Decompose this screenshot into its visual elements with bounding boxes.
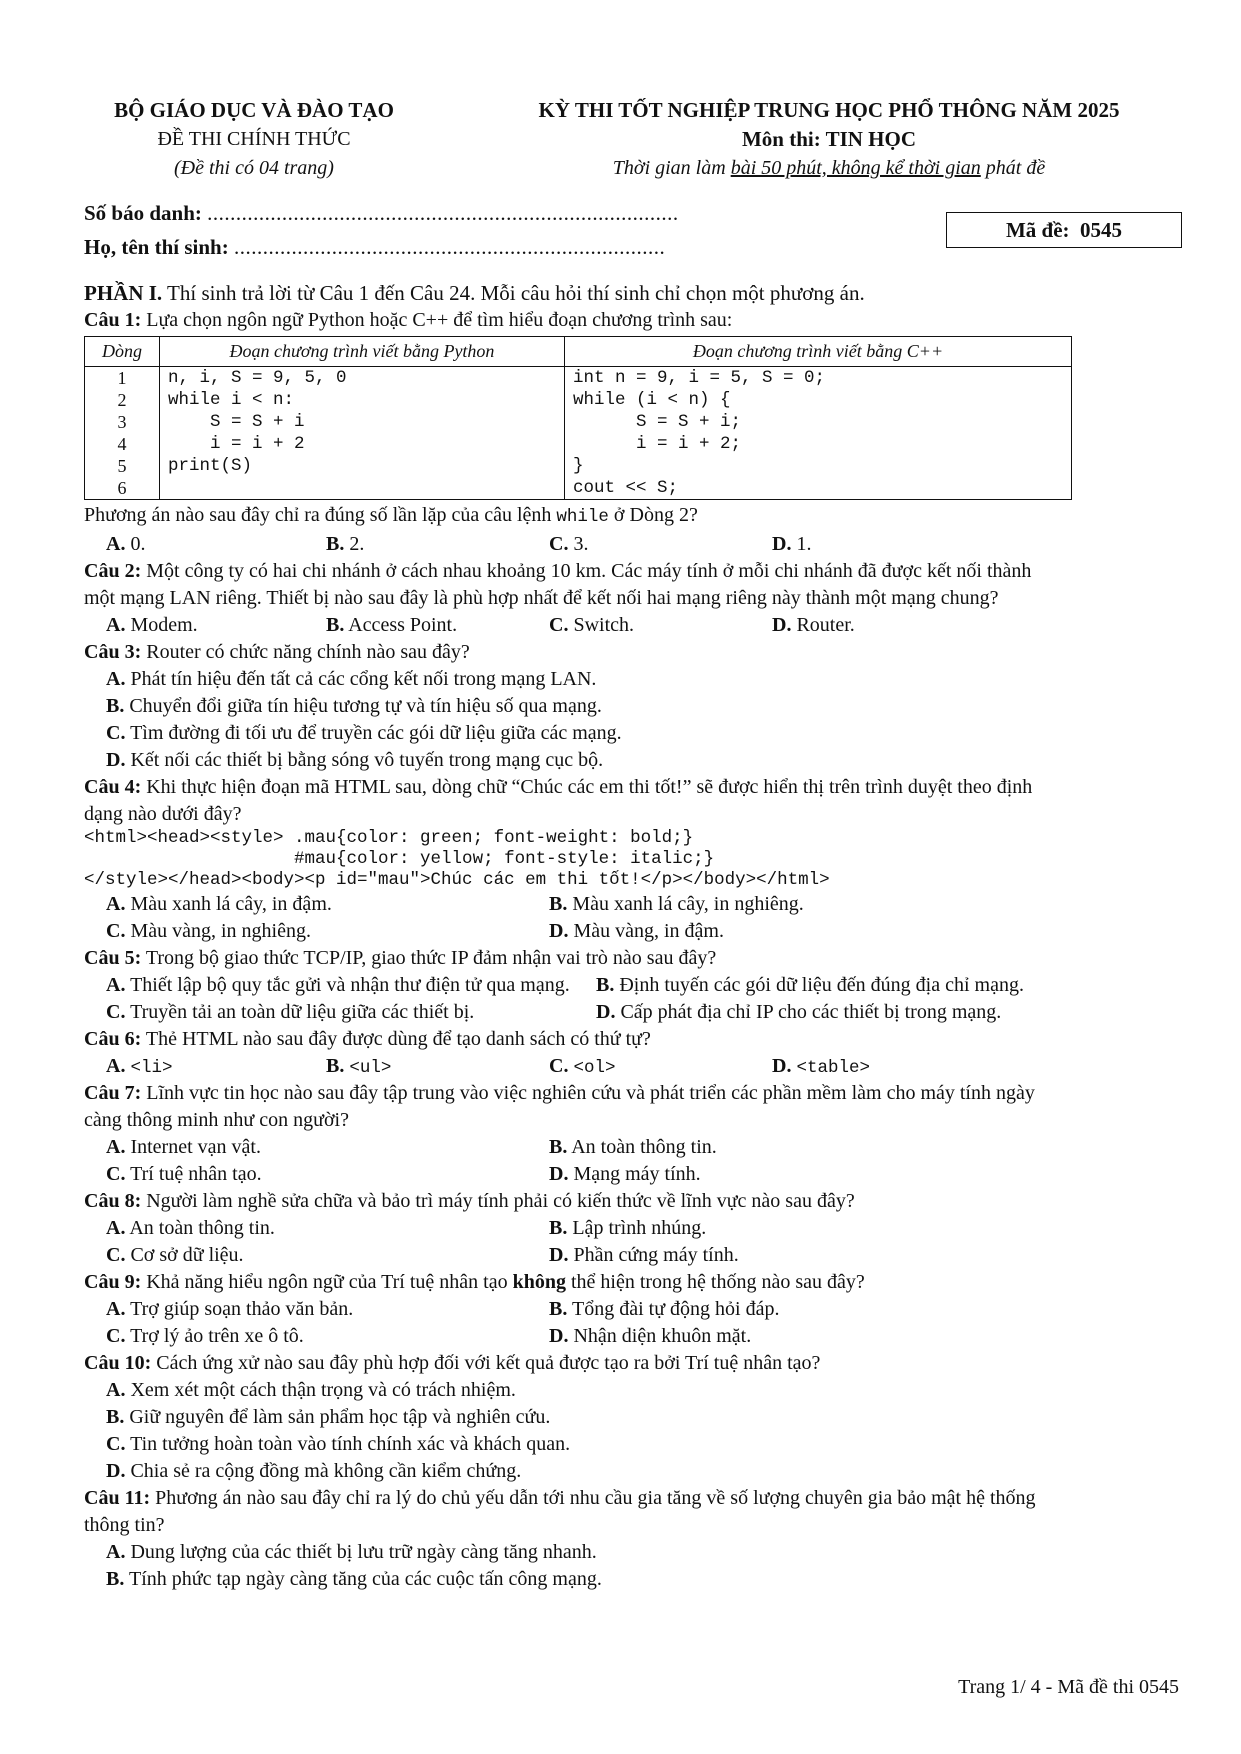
name-line (84, 234, 665, 261)
column-header-cpp: Đoạn chương trình viết bằng C++ (565, 337, 1072, 367)
python-code (160, 367, 565, 500)
options-row (106, 1296, 1184, 1323)
subject-title: Môn thi: TIN HỌC (741, 127, 917, 151)
column-header-python: Đoạn chương trình viết bằng Python (160, 337, 565, 367)
cpp-line: S = S + i; (573, 412, 742, 432)
option-text: Phần cứng máy tính. (568, 1244, 739, 1266)
part-1-label: PHẦN I. (84, 281, 163, 305)
question-number: Câu 1: (84, 309, 142, 331)
inline-code: while (556, 507, 609, 527)
option-text: <ul> (349, 1058, 392, 1078)
option-text: Màu xanh lá cây, in nghiêng. (567, 893, 804, 915)
option-text: Màu vàng, in đậm. (568, 920, 724, 942)
question-number: Câu 8: (84, 1190, 142, 1212)
option-letter: A. (106, 1379, 126, 1401)
option-a[interactable] (106, 1134, 261, 1161)
option-text: Lập trình nhúng. (567, 1217, 707, 1239)
option-d[interactable] (549, 1323, 751, 1350)
option-letter: C. (106, 722, 126, 744)
options-row (106, 1134, 1184, 1161)
option-d[interactable] (549, 1161, 701, 1188)
option-letter: C. (106, 1244, 126, 1266)
question-text: thể hiện trong hệ thống nào sau đây? (565, 1271, 865, 1293)
code-line: #mau{color: yellow; font-style: italic;} (84, 849, 715, 869)
code-line: </style></head><body><p id="mau">Chúc các em thi tốt!</p></body></html> (84, 870, 830, 890)
option-text: Trợ lý ảo trên xe ô tô. (125, 1325, 304, 1347)
option-text: Cơ sở dữ liệu. (125, 1244, 244, 1266)
line-number: 2 (117, 390, 127, 410)
cpp-line: } (573, 456, 584, 476)
option-b[interactable] (106, 693, 1184, 720)
question-number: Câu 7: (84, 1082, 142, 1104)
question-text: Lĩnh vực tin học nào sau đây tập trung vào việc nghiên cứu và phát triển các phần mềm làm cho máy tính ngày (141, 1082, 1035, 1104)
option-text: Thiết lập bộ quy tắc gửi và nhận thư điện tử qua mạng. (125, 974, 570, 996)
option-d[interactable] (772, 612, 855, 639)
line-number: 1 (117, 368, 127, 388)
option-letter: B. (549, 893, 568, 915)
option-letter: C. (106, 1433, 126, 1455)
python-line: while i < n: (168, 390, 295, 410)
option-text: Xem xét một cách thận trọng và có trách nhiệm. (125, 1379, 516, 1401)
options-row (106, 531, 1184, 558)
option-text: Màu xanh lá cây, in đậm. (125, 893, 332, 915)
code-table-header (85, 337, 1072, 367)
options-row (106, 1053, 1184, 1080)
question-text: Người làm nghề sửa chữa và bảo trì máy tính phải có kiến thức về lĩnh vực nào sau đây? (141, 1190, 855, 1212)
option-letter: D. (772, 614, 792, 636)
option-letter: C. (106, 920, 126, 942)
option-text: Access Point. (344, 614, 458, 636)
page-footer: Trang 1/ 4 - Mã đề thi 0545 (958, 1676, 1179, 1698)
option-d[interactable] (106, 747, 1184, 774)
option-letter: A. (106, 668, 126, 690)
question-stem (84, 307, 1184, 334)
question-stem (84, 1188, 1184, 1215)
exam-page (84, 96, 1184, 1593)
question-10 (84, 1350, 1184, 1485)
option-b[interactable] (549, 1134, 717, 1161)
option-b[interactable] (106, 1404, 1184, 1431)
question-1 (84, 307, 1184, 558)
option-letter: D. (549, 1163, 569, 1185)
option-letter: C. (549, 533, 569, 555)
python-line (168, 477, 556, 499)
option-b[interactable] (326, 531, 364, 558)
option-a[interactable] (106, 891, 332, 918)
option-c[interactable] (549, 531, 588, 558)
option-a[interactable] (106, 1215, 275, 1242)
option-letter: C. (549, 614, 569, 636)
name-dots: ........................................................................... (233, 235, 666, 259)
option-letter: B. (326, 1055, 345, 1077)
options-row (106, 1242, 1184, 1269)
option-letter: C. (106, 1325, 126, 1347)
options-row (106, 972, 1184, 999)
option-letter: D. (106, 1460, 126, 1482)
option-b[interactable] (106, 1566, 1184, 1593)
question-text: Một công ty có hai chi nhánh ở cách nhau khoảng 10 km. Các máy tính ở mỗi chi nhánh đã được kết nối thành (141, 560, 1032, 582)
question-stem (84, 1026, 1184, 1053)
option-text: Switch. (568, 614, 635, 636)
option-text: Modem. (125, 614, 198, 636)
option-letter: D. (596, 1001, 616, 1023)
option-letter: B. (549, 1136, 568, 1158)
option-letter: A. (106, 1055, 126, 1077)
option-letter: A. (106, 533, 126, 555)
python-line: S = S + i (168, 412, 305, 432)
option-d[interactable] (596, 999, 1001, 1026)
option-d[interactable] (549, 918, 724, 945)
option-c[interactable] (106, 1323, 304, 1350)
option-a[interactable] (106, 1296, 353, 1323)
option-b[interactable] (326, 1053, 391, 1082)
option-text: Nhận diện khuôn mặt. (568, 1325, 752, 1347)
question-11 (84, 1485, 1184, 1593)
options-row (106, 612, 1184, 639)
header-right (499, 96, 1159, 183)
option-a[interactable] (106, 1539, 1184, 1566)
html-code-block (84, 828, 1184, 891)
cpp-code (565, 367, 1072, 500)
option-letter: B. (596, 974, 615, 996)
question-number: Câu 5: (84, 947, 142, 969)
question-number: Câu 11: (84, 1487, 151, 1509)
option-letter: A. (106, 893, 126, 915)
option-letter: B. (106, 695, 125, 717)
option-text: Tính phức tạp ngày càng tăng của các cuộc tấn công mạng. (124, 1568, 602, 1590)
option-letter: B. (326, 614, 345, 636)
cpp-line: cout << S; (573, 478, 679, 498)
code-line: <html><head><style> .mau{color: green; font-weight: bold;} (84, 828, 694, 848)
option-text: 3. (568, 533, 589, 555)
question-followup (84, 502, 1184, 531)
option-text: Tin tưởng hoàn toàn vào tính chính xác và khách quan. (125, 1433, 571, 1455)
option-d[interactable] (772, 1053, 870, 1082)
question-3 (84, 639, 1184, 774)
question-stem (84, 1080, 1184, 1107)
option-text: Kết nối các thiết bị bằng sóng vô tuyến trong mạng cục bộ. (125, 749, 604, 771)
header-left (84, 96, 424, 183)
ministry-name: BỘ GIÁO DỤC VÀ ĐÀO TẠO (114, 98, 394, 122)
option-text: Tổng đài tự động hỏi đáp. (567, 1298, 780, 1320)
option-text: <table> (796, 1058, 870, 1078)
cpp-line: while (i < n) { (573, 390, 731, 410)
option-letter: C. (549, 1055, 569, 1077)
question-number: Câu 2: (84, 560, 142, 582)
question-stem (84, 558, 1184, 585)
question-text: Router có chức năng chính nào sau đây? (141, 641, 470, 663)
option-text: Mạng máy tính. (568, 1163, 701, 1185)
question-stem (84, 1269, 1184, 1296)
question-6 (84, 1026, 1184, 1080)
line-number: 4 (117, 434, 127, 454)
option-b[interactable] (549, 1296, 779, 1323)
option-text: Truyền tải an toàn dữ liệu giữa các thiết bị. (125, 1001, 475, 1023)
option-text: 2. (344, 533, 365, 555)
option-letter: A. (106, 614, 126, 636)
question-4 (84, 774, 1184, 945)
options-row (106, 891, 1184, 918)
option-text: Cấp phát địa chỉ IP cho các thiết bị trong mạng. (615, 1001, 1002, 1023)
option-letter: A. (106, 974, 126, 996)
option-letter: A. (106, 1298, 126, 1320)
cpp-line: i = i + 2; (573, 434, 742, 454)
ma-de-box (946, 212, 1182, 248)
question-stem (84, 774, 1184, 801)
code-table (84, 336, 1072, 500)
pages-note: (Đề thi có 04 trang) (174, 157, 334, 179)
question-stem (84, 1350, 1184, 1377)
question-text: ở Dòng 2? (608, 504, 698, 526)
options-row (106, 1215, 1184, 1242)
question-text: Khi thực hiện đoạn mã HTML sau, dòng chữ “Chúc các em thi tốt!” sẽ được hiển thị trên trình duyệt theo định (141, 776, 1033, 798)
option-letter: A. (106, 1541, 126, 1563)
option-letter: D. (549, 1325, 569, 1347)
option-text: Router. (791, 614, 855, 636)
question-2 (84, 558, 1184, 639)
emphasis: không (512, 1271, 566, 1293)
ma-de-value: 0545 (1080, 218, 1123, 242)
code-table-body (85, 367, 1072, 500)
option-text: 1. (791, 533, 812, 555)
python-line: n, i, S = 9, 5, 0 (168, 368, 347, 388)
options-row (106, 918, 1184, 945)
option-a[interactable] (106, 531, 145, 558)
question-stem-cont: thông tin? (84, 1514, 165, 1536)
question-text: Thẻ HTML nào sau đây được dùng để tạo danh sách có thứ tự? (141, 1028, 651, 1050)
option-a[interactable] (106, 666, 1184, 693)
column-header-line: Dòng (85, 337, 160, 367)
cpp-line: int n = 9, i = 5, S = 0; (573, 368, 826, 388)
time-note (499, 154, 1159, 183)
option-c[interactable] (549, 612, 634, 639)
option-text: Trí tuệ nhân tạo. (125, 1163, 262, 1185)
line-numbers (85, 367, 160, 500)
official-label: ĐỀ THI CHÍNH THỨC (157, 128, 351, 150)
option-d[interactable] (549, 1242, 739, 1269)
option-d[interactable] (772, 531, 811, 558)
name-label: Họ, tên thí sinh: (84, 235, 229, 259)
part-1-instruction: Thí sinh trả lời từ Câu 1 đến Câu 24. Mỗi câu hỏi thí sinh chỉ chọn một phương án. (162, 281, 865, 305)
option-a[interactable] (106, 612, 198, 639)
option-letter: D. (549, 1244, 569, 1266)
option-text: Internet vạn vật. (125, 1136, 261, 1158)
option-text: An toàn thông tin. (125, 1217, 275, 1239)
sbd-label: Số báo danh: (84, 201, 202, 225)
option-text: 0. (125, 533, 146, 555)
option-c[interactable] (106, 1242, 244, 1269)
option-letter: D. (772, 1055, 792, 1077)
option-letter: B. (549, 1217, 568, 1239)
option-text: Màu vàng, in nghiêng. (125, 920, 311, 942)
ma-de-label: Mã đề: (1005, 218, 1070, 242)
question-text: Cách ứng xử nào sau đây phù hợp đối với kết quả được tạo ra bởi Trí tuệ nhân tạo? (151, 1352, 821, 1374)
question-number: Câu 6: (84, 1028, 142, 1050)
option-c[interactable] (106, 999, 474, 1026)
option-text: Giữ nguyên để làm sản phẩm học tập và nghiên cứu. (124, 1406, 551, 1428)
option-c[interactable] (106, 918, 311, 945)
option-letter: D. (772, 533, 792, 555)
option-a[interactable] (106, 1377, 1184, 1404)
python-line: i = i + 2 (168, 434, 305, 454)
option-letter: D. (106, 749, 126, 771)
option-letter: C. (106, 1001, 126, 1023)
python-line: print(S) (168, 456, 253, 476)
option-text: Dung lượng của các thiết bị lưu trữ ngày càng tăng nhanh. (125, 1541, 597, 1563)
option-text: Chuyển đổi giữa tín hiệu tương tự và tín hiệu số qua mạng. (124, 695, 602, 717)
line-number: 5 (117, 456, 127, 476)
option-letter: B. (549, 1298, 568, 1320)
candidate-info (84, 200, 1184, 276)
option-letter: B. (106, 1568, 125, 1590)
option-text: Tìm đường đi tối ưu để truyền các gói dữ liệu giữa các mạng. (125, 722, 622, 744)
option-b[interactable] (326, 612, 457, 639)
option-c[interactable] (549, 1053, 615, 1082)
option-letter: B. (106, 1406, 125, 1428)
question-stem (84, 1485, 1184, 1512)
option-b[interactable] (549, 1215, 706, 1242)
option-c[interactable] (106, 720, 1184, 747)
question-number: Câu 9: (84, 1271, 142, 1293)
option-b[interactable] (596, 972, 1024, 999)
options-row (106, 999, 1184, 1026)
question-stem (84, 945, 1184, 972)
option-letter: A. (106, 1136, 126, 1158)
option-letter: D. (549, 920, 569, 942)
question-stem (84, 639, 1184, 666)
option-text: <ol> (573, 1058, 616, 1078)
option-b[interactable] (549, 891, 804, 918)
options-row (106, 1161, 1184, 1188)
question-text: Phương án nào sau đây chỉ ra đúng số lần lặp của câu lệnh (84, 504, 557, 526)
option-text: Trợ giúp soạn thảo văn bản. (125, 1298, 354, 1320)
question-stem-cont: dạng nào dưới đây? (84, 803, 242, 825)
part-1-title (84, 280, 1184, 307)
option-text: <li> (130, 1058, 173, 1078)
option-c[interactable] (106, 1161, 262, 1188)
option-a[interactable] (106, 972, 570, 999)
option-text: Phát tín hiệu đến tất cả các cổng kết nối trong mạng LAN. (125, 668, 597, 690)
option-text: Định tuyến các gói dữ liệu đến đúng địa chỉ mạng. (614, 974, 1024, 996)
option-d[interactable] (106, 1458, 1184, 1485)
option-text: Chia sẻ ra cộng đồng mà không cần kiểm chứng. (125, 1460, 522, 1482)
sbd-line (84, 200, 679, 227)
option-c[interactable] (106, 1431, 1184, 1458)
line-number: 3 (117, 412, 127, 432)
question-5 (84, 945, 1184, 1026)
options-row (106, 1323, 1184, 1350)
question-stem-cont: càng thông minh như con người? (84, 1109, 349, 1131)
question-stem-cont: một mạng LAN riêng. Thiết bị nào sau đây là phù hợp nhất để kết nối hai mạng riêng này thành một mạng chung? (84, 587, 999, 609)
option-a[interactable] (106, 1053, 172, 1082)
option-letter: C. (106, 1163, 126, 1185)
line-number: 6 (117, 478, 127, 498)
question-9 (84, 1269, 1184, 1350)
option-letter: B. (326, 533, 345, 555)
exam-title: KỲ THI TỐT NGHIỆP TRUNG HỌC PHỔ THÔNG NĂM 2025 (538, 98, 1120, 122)
question-number: Câu 10: (84, 1352, 152, 1374)
option-text: An toàn thông tin. (567, 1136, 717, 1158)
question-7 (84, 1080, 1184, 1188)
option-letter: A. (106, 1217, 126, 1239)
time-note-part-c: phát đề (980, 157, 1046, 179)
question-text: Trong bộ giao thức TCP/IP, giao thức IP đảm nhận vai trò nào sau đây? (141, 947, 717, 969)
sbd-dots: .................................................................................. (207, 201, 679, 225)
time-note-part-b: bài 50 phút, không kể thời gian (730, 157, 981, 179)
question-text: Khả năng hiểu ngôn ngữ của Trí tuệ nhân tạo (141, 1271, 513, 1293)
time-note-part-a: Thời gian làm (612, 157, 731, 179)
question-number: Câu 4: (84, 776, 142, 798)
exam-header (84, 96, 1184, 186)
question-8 (84, 1188, 1184, 1269)
question-text: Lựa chọn ngôn ngữ Python hoặc C++ để tìm hiểu đoạn chương trình sau: (141, 309, 733, 331)
question-text: Phương án nào sau đây chỉ ra lý do chủ yếu dẫn tới nhu cầu gia tăng về số lượng chuyên gia bảo mật hệ thống (150, 1487, 1036, 1509)
question-number: Câu 3: (84, 641, 142, 663)
